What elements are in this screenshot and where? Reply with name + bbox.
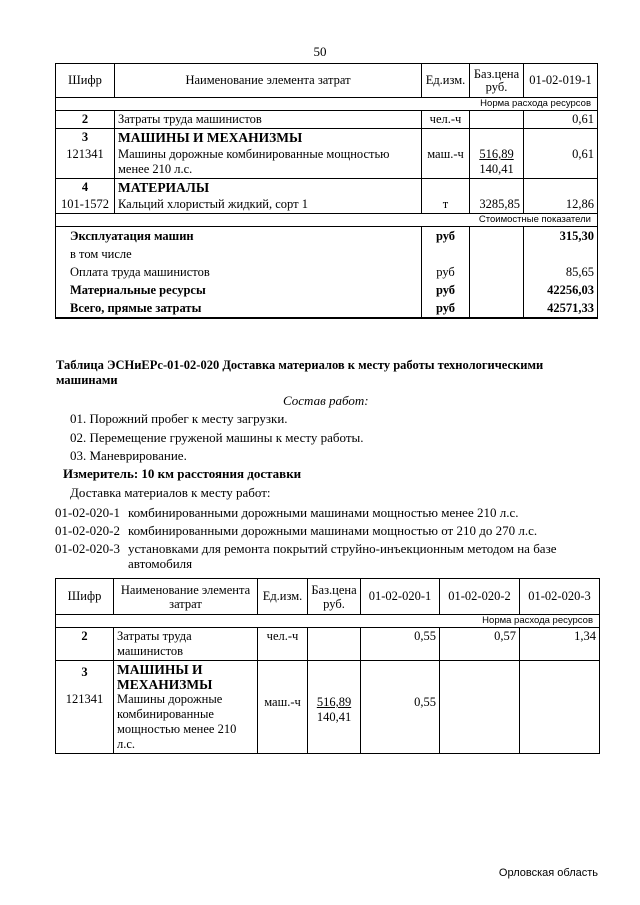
work-composition-label: Состав работ: bbox=[283, 393, 369, 408]
header-col: 01-02-020-3 bbox=[520, 579, 600, 615]
resource-table-2 bbox=[55, 578, 600, 754]
header-price: Баз.цена руб. bbox=[470, 64, 524, 98]
section-title: Таблица ЭСНиЕРс-01-02-020 Доставка материалов к месту работы технологическими bbox=[56, 358, 544, 372]
variant-text: установками для ремонта покрытий струйно-инъекционным методом на базе bbox=[128, 541, 557, 556]
header-name: Наименование элемента затрат bbox=[115, 64, 422, 98]
variant-code: 01-02-020-1 bbox=[55, 505, 120, 520]
step-item: 02. Перемещение груженой машины к месту работы. bbox=[70, 430, 364, 445]
page-number: 50 bbox=[313, 44, 327, 59]
variant-code: 01-02-020-2 bbox=[55, 523, 120, 538]
meter-label: Измеритель: 10 км расстояния доставки bbox=[63, 466, 302, 481]
header-col: 01-02-019-1 bbox=[524, 64, 598, 98]
header-code: Шифр bbox=[56, 579, 114, 615]
header-unit: Ед.изм. bbox=[258, 579, 308, 615]
variant-text-cont: автомобиля bbox=[128, 556, 193, 571]
summary-row: в том числе bbox=[56, 245, 598, 263]
table-row: 3 МАШИНЫ И МЕХАНИЗМЫ bbox=[56, 129, 598, 147]
footer-region: Орловская область bbox=[498, 867, 598, 879]
table-row: 4 МАТЕРИАЛЫ bbox=[56, 179, 598, 197]
summary-row: Всего, прямые затраты руб 42571,33 bbox=[56, 299, 598, 318]
header-unit: Ед.изм. bbox=[422, 64, 470, 98]
table-row: 2 Затраты труда машинистов чел.-ч 0,55 0,57 1,34 bbox=[56, 628, 600, 661]
header-col: 01-02-020-2 bbox=[440, 579, 520, 615]
resource-table-1 bbox=[55, 63, 598, 319]
header-col: 01-02-020-1 bbox=[361, 579, 440, 615]
variant-text: комбинированными дорожными машинами мощностью от 210 до 270 л.с. bbox=[128, 523, 538, 538]
table-row: 101-1572 Кальций хлористый жидкий, сорт 1 т 3285,85 12,86 bbox=[56, 196, 598, 214]
section-title-cont: машинами bbox=[56, 373, 118, 387]
step-item: 01. Порожний пробег к месту загрузки. bbox=[70, 411, 288, 426]
summary-row: Материальные ресурсы руб 42256,03 bbox=[56, 281, 598, 299]
norm-note: Норма расхода ресурсов bbox=[56, 98, 598, 111]
variant-code: 01-02-020-3 bbox=[55, 541, 120, 556]
summary-row: Эксплуатация машин руб 315,30 bbox=[56, 227, 598, 246]
cost-note: Стоимостные показатели bbox=[56, 214, 598, 227]
delivery-label: Доставка материалов к месту работ: bbox=[70, 485, 271, 500]
summary-row: Оплата труда машинистов руб 85,65 bbox=[56, 263, 598, 281]
header-price: Баз.цена руб. bbox=[308, 579, 361, 615]
step-item: 03. Маневрирование. bbox=[70, 448, 187, 463]
table-row: 2 Затраты труда машинистов чел.-ч 0,61 bbox=[56, 111, 598, 129]
header-code: Шифр bbox=[56, 64, 115, 98]
norm-note: Норма расхода ресурсов bbox=[56, 615, 600, 628]
table-row: 3 121341 МАШИНЫ И МЕХАНИЗМЫ Машины дорожные комбинированные мощностью менее 210 л.с. маш.-ч 516,89 140,41 0,55 bbox=[56, 661, 600, 754]
table-row: 121341 Машины дорожные комбинированные мощностью менее 210 л.с. маш.-ч 516,89 140,41 0,61 bbox=[56, 146, 598, 179]
variant-text: комбинированными дорожными машинами мощностью менее 210 л.с. bbox=[128, 505, 519, 520]
header-name: Наименование элемента затрат bbox=[114, 579, 258, 615]
